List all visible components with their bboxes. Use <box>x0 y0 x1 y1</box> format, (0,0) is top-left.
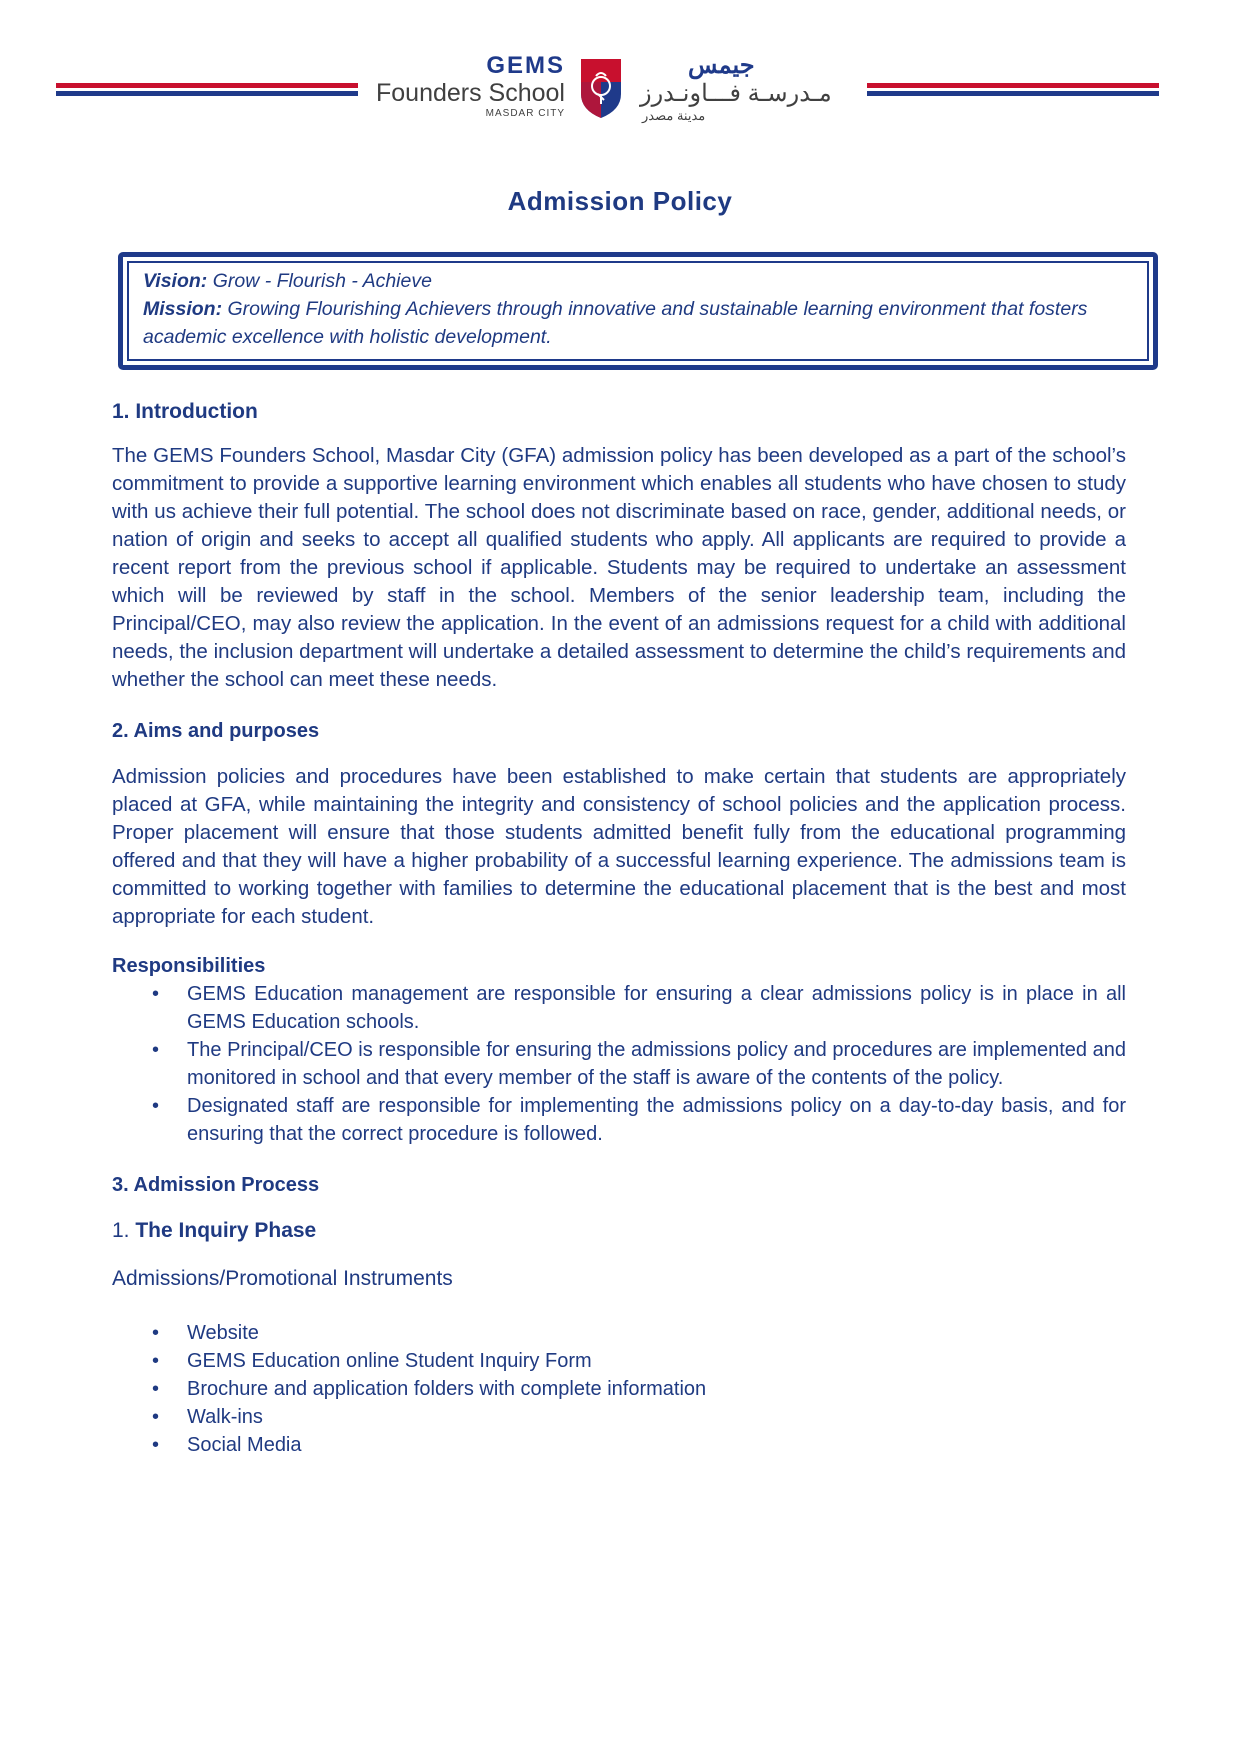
list-item: • GEMS Education management are responsible for ensuring a clear admissions policy is in place in all GEMS Education schools. <box>112 980 1126 1036</box>
aims-body: Admission policies and procedures have been established to make certain that students are appropriately placed at GFA, while maintaining the integrity and consistency of school policies and the application process. Proper placement will ensure that those students admitted benefit fully from the educational programming offered and that they will have a higher probability of a successful learning experience. The admissions team is committed to working together with families to determine the educational placement that is the best and most appropriate for each student. <box>112 765 1126 928</box>
responsibilities-heading: Responsibilities <box>112 955 266 977</box>
instruments-label: Admissions/Promotional Instruments <box>112 1267 453 1290</box>
mission-text: Growing Flourishing Achievers through innovative and sustainable learning environment that fosters academic excellence with holistic development. <box>143 298 1088 348</box>
logo-school-name: Founders School <box>375 79 565 107</box>
page-header <box>0 50 1240 130</box>
list-item: • Social Media <box>112 1431 1126 1459</box>
header-stripe-right <box>867 83 1159 101</box>
logo-city: MASDAR CITY <box>485 108 565 119</box>
intro-body: The GEMS Founders School, Masdar City (GFA) admission policy has been developed as a part of the school’s commitment to provide a supportive learning environment which enables all students who have chosen to study with us achieve their full potential. The school does not discriminate based on race, gender, additional needs, or nation of origin and seeks to accept all qualified students who apply. All applicants are required to provide a recent report from the previous school if applicable. Students may be required to undertake an assessment which will be reviewed by staff in the school. Members of the senior leadership team, including the Principal/CEO, may also review the application. In the event of an admissions request for a child with additional needs, the inclusion department will undertake a detailed assessment to determine the child’s requirements and whether the school can meet these needs. <box>112 444 1126 691</box>
inquiry-phase-heading <box>112 1219 1126 1243</box>
process-heading: 3. Admission Process <box>112 1174 320 1196</box>
phase-number: 1. <box>112 1219 130 1242</box>
school-crest-icon <box>578 56 624 120</box>
list-item: • Brochure and application folders with complete information <box>112 1375 1126 1403</box>
vision-text: Grow - Flourish - Achieve <box>207 270 432 292</box>
aims-heading: 2. Aims and purposes <box>112 720 320 742</box>
school-logo-arabic <box>640 52 870 124</box>
intro-heading: 1. Introduction <box>112 400 258 423</box>
logo-ar-city: مدينة مصدر <box>642 108 706 123</box>
responsibilities-list <box>112 980 1126 1148</box>
page-title: Admission Policy <box>507 186 733 216</box>
policy-content <box>112 400 1126 1459</box>
logo-gems-text: GEMS <box>486 52 565 79</box>
instruments-list <box>112 1319 1126 1459</box>
vision-label: Vision: <box>143 270 208 292</box>
list-item: • Walk-ins <box>112 1403 1126 1431</box>
vision-mission-box <box>118 252 1158 370</box>
mission-label: Mission: <box>143 298 223 320</box>
list-item: • Designated staff are responsible for implementing the admissions policy on a day-to-day basis, and for ensuring that the correct procedure is followed. <box>112 1092 1126 1148</box>
list-item: • The Principal/CEO is responsible for ensuring the admissions policy and procedures are implemented and monitored in school and that every member of the staff is aware of the contents of the policy. <box>112 1036 1126 1092</box>
logo-ar-gems: جيمس <box>688 52 755 79</box>
list-item: • GEMS Education online Student Inquiry Form <box>112 1347 1126 1375</box>
header-stripe-left <box>56 83 358 101</box>
mission-line <box>143 295 1123 351</box>
school-logo-english <box>365 53 565 121</box>
phase-title: The Inquiry Phase <box>135 1219 317 1242</box>
logo-ar-school: مـدرسـة فـــاونـدرز <box>640 80 832 107</box>
list-item: • Website <box>112 1319 1126 1347</box>
vision-line <box>143 267 1123 295</box>
